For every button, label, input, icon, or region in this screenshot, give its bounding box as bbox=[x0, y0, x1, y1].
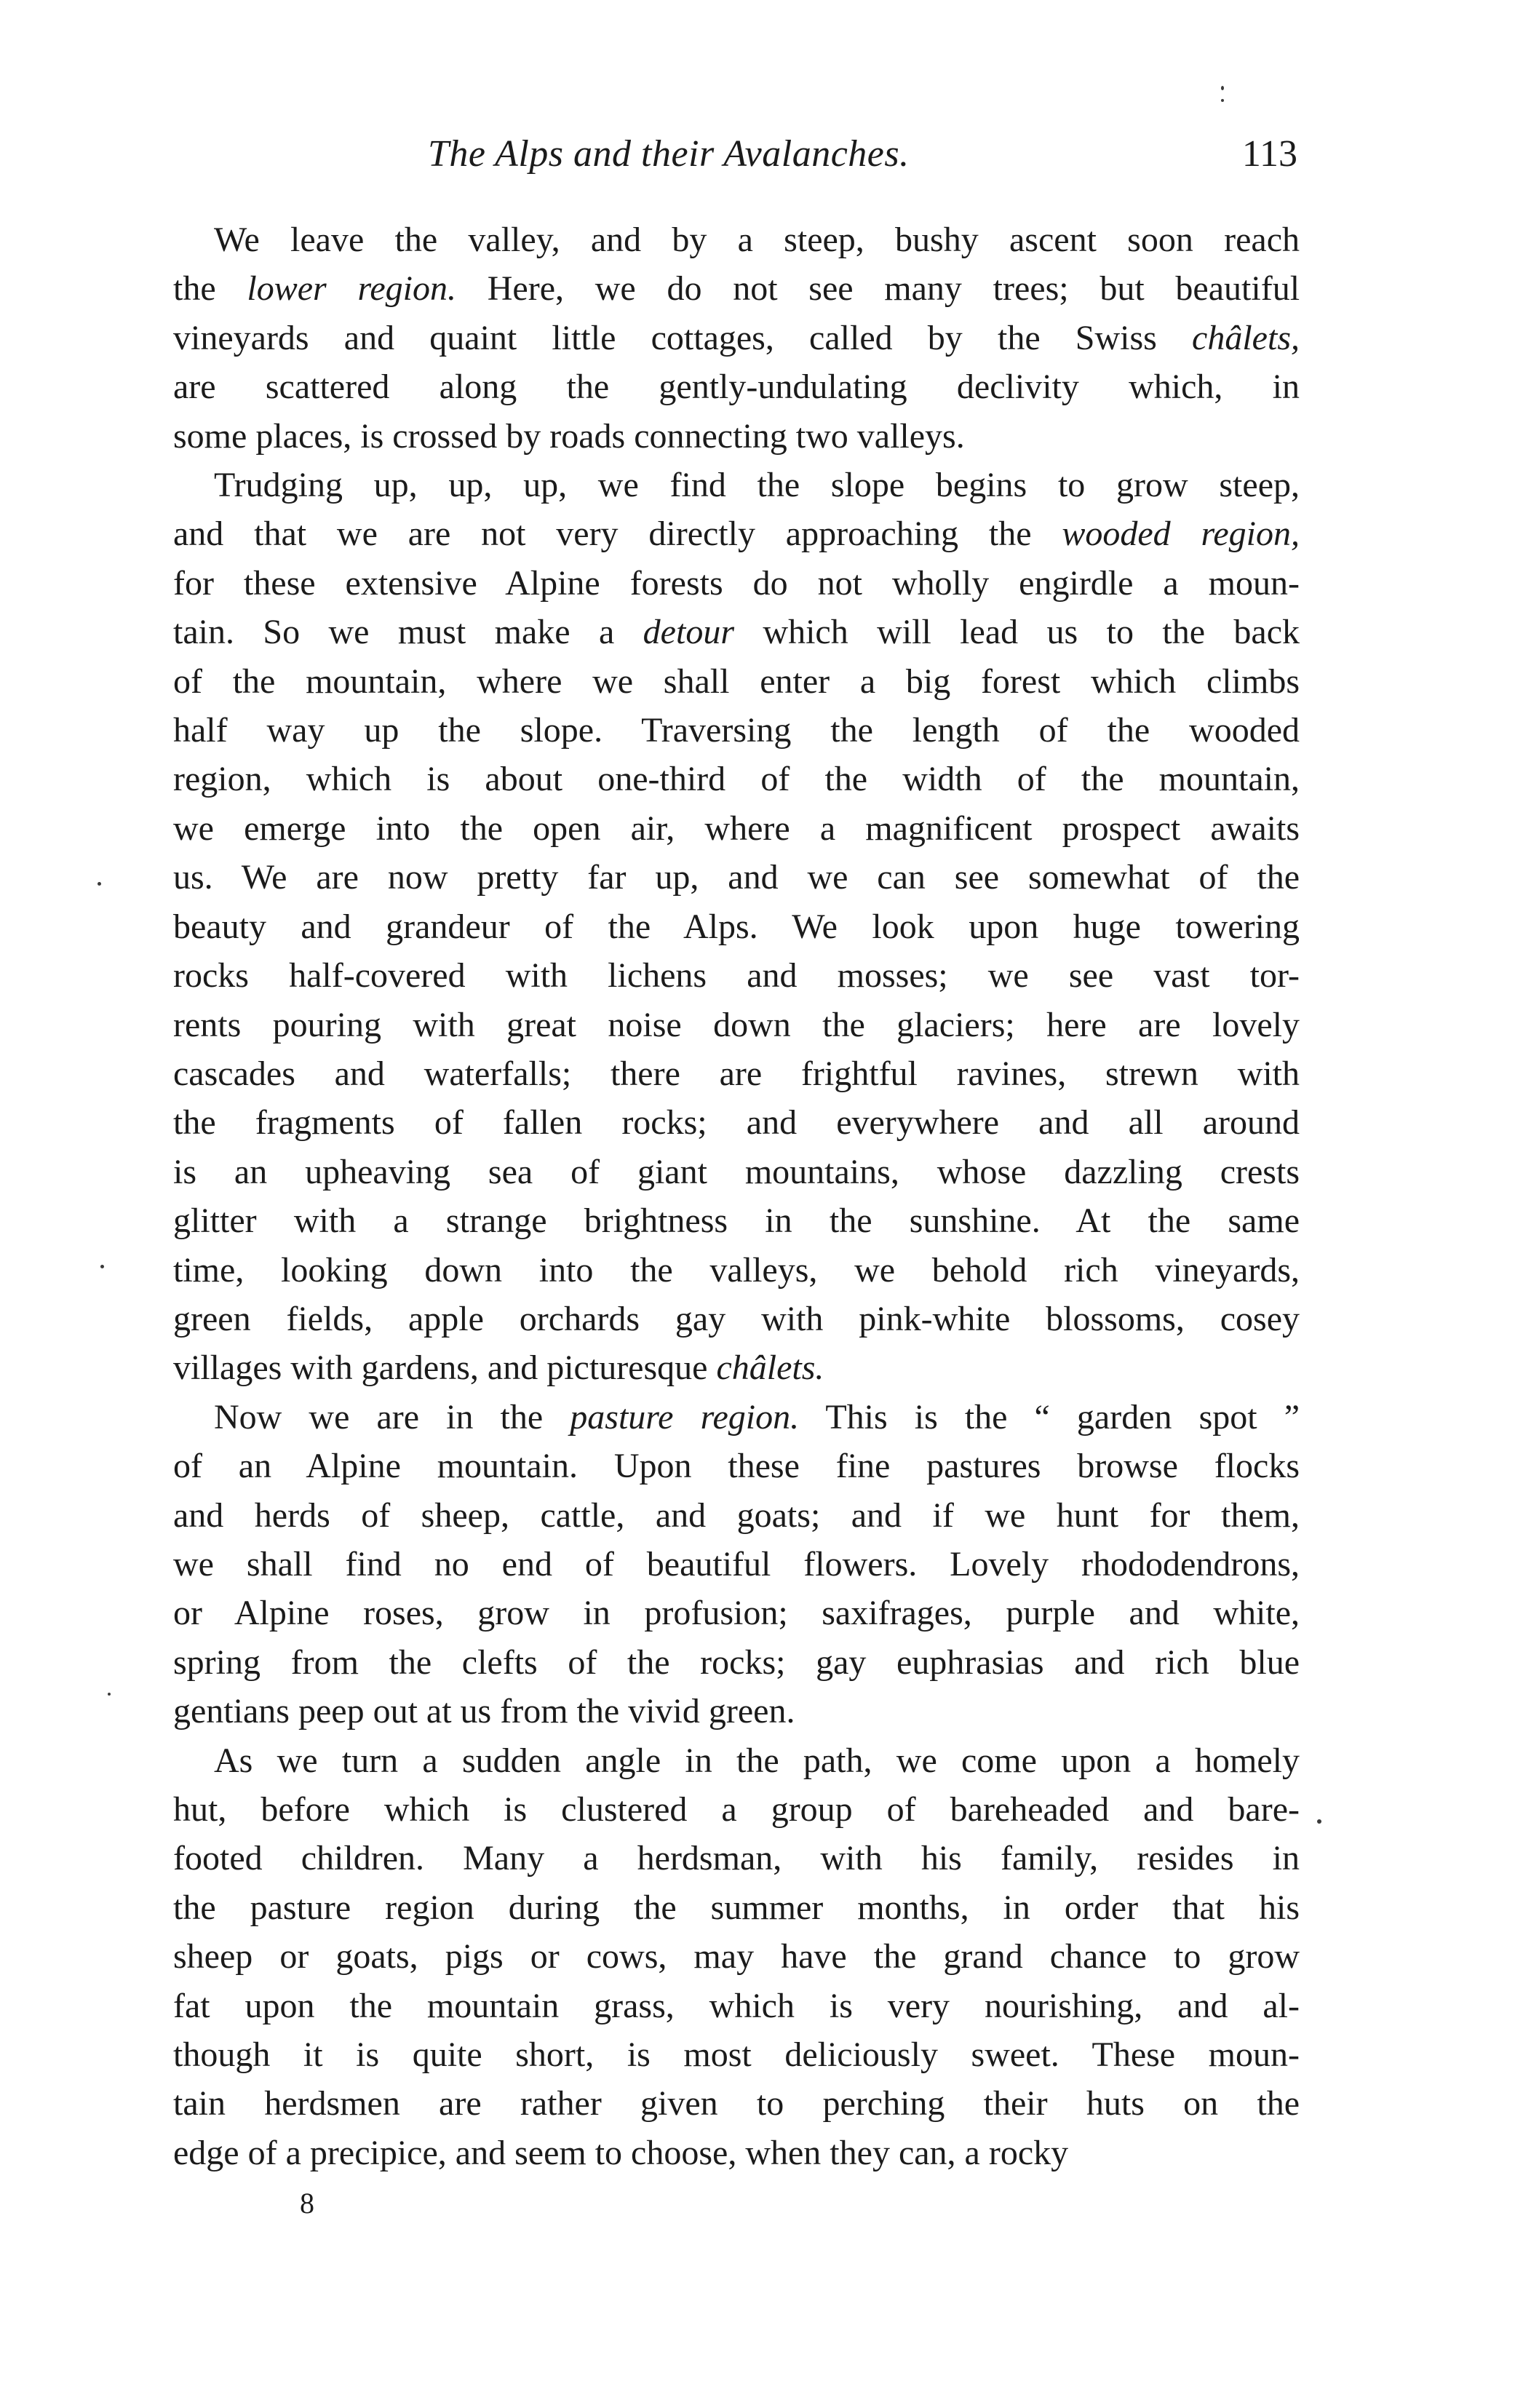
page-number: 113 bbox=[1241, 133, 1297, 175]
text-line: the lower region. Here, we do not see many trees; but beautiful bbox=[173, 269, 1300, 309]
page-header bbox=[428, 132, 1297, 191]
scan-speck bbox=[108, 1693, 111, 1696]
text-line: and that we are not very directly approaching the wooded region, bbox=[173, 514, 1300, 554]
scan-speck bbox=[1221, 86, 1224, 90]
text-line: spring from the clefts of the rocks; gay euphrasias and rich blue bbox=[173, 1642, 1300, 1682]
text-line: tain. So we must make a detour which will lead us to the back bbox=[173, 613, 1300, 652]
text-line: vineyards and quaint little cottages, called by the Swiss châlets, bbox=[173, 318, 1300, 357]
text-line: glitter with a strange brightness in the sunshine. At the same bbox=[173, 1201, 1300, 1241]
text-line: hut, before which is clustered a group of bareheaded and bare- bbox=[173, 1790, 1300, 1829]
text-line: Now we are in the pasture region. This is the “ garden spot ” bbox=[214, 1397, 1300, 1437]
text-line: we emerge into the open air, where a magnificent prospect awaits bbox=[173, 808, 1300, 848]
text-line: fat upon the mountain grass, which is very nourishing, and al- bbox=[173, 1986, 1300, 2025]
paragraph bbox=[173, 461, 1300, 1393]
text-line: We leave the valley, and by a steep, bushy ascent soon reach bbox=[214, 220, 1300, 259]
text-line: some places, is crossed by roads connecting two valleys. bbox=[173, 416, 965, 456]
text-line: the pasture region during the summer months, in order that his bbox=[173, 1888, 1300, 1927]
text-line: of the mountain, where we shall enter a big forest which climbs bbox=[173, 661, 1300, 701]
text-line: Trudging up, up, up, we find the slope begins to grow steep, bbox=[214, 466, 1300, 505]
text-line: cascades and waterfalls; there are frightful ravines, strewn with bbox=[173, 1054, 1300, 1093]
text-line: for these extensive Alpine forests do not wholly engirdle a moun- bbox=[173, 563, 1300, 603]
text-line: we shall find no end of beautiful flowers. Lovely rhododendrons, bbox=[173, 1544, 1300, 1584]
text-line: are scattered along the gently-undulating declivity which, in bbox=[173, 367, 1300, 407]
text-line: or Alpine roses, grow in profusion; saxifrages, purple and white, bbox=[173, 1594, 1300, 1633]
text-line: though it is quite short, is most deliciously sweet. These moun- bbox=[173, 2035, 1300, 2075]
text-line: and herds of sheep, cattle, and goats; and if we hunt for them, bbox=[173, 1495, 1300, 1535]
text-line: time, looking down into the valleys, we behold rich vineyards, bbox=[173, 1250, 1300, 1290]
text-line: us. We are now pretty far up, and we can see somewhat of the bbox=[173, 858, 1300, 897]
text-line: gentians peep out at us from the vivid green. bbox=[173, 1692, 795, 1731]
text-line: half way up the slope. Traversing the length of the wooded bbox=[173, 711, 1300, 750]
scan-speck bbox=[100, 1265, 104, 1268]
scan-speck bbox=[1317, 1819, 1321, 1824]
text-line: of an Alpine mountain. Upon these fine pastures browse flocks bbox=[173, 1447, 1300, 1486]
text-line: the fragments of fallen rocks; and everywhere and all around bbox=[173, 1103, 1300, 1143]
text-line: rocks half-covered with lichens and mosses; we see vast tor- bbox=[173, 956, 1300, 996]
scan-speck bbox=[1221, 99, 1224, 102]
body-text bbox=[173, 215, 1300, 2177]
text-line: edge of a precipice, and seem to choose, when they can, a rocky bbox=[173, 2133, 1069, 2172]
paragraph bbox=[173, 1393, 1300, 1736]
scan-speck bbox=[98, 882, 101, 886]
text-line: As we turn a sudden angle in the path, we come upon a homely bbox=[214, 1741, 1300, 1780]
signature-mark: 8 bbox=[300, 2187, 314, 2220]
text-line: tain herdsmen are rather given to perching their huts on the bbox=[173, 2084, 1300, 2123]
text-line: rents pouring with great noise down the glaciers; here are lovely bbox=[173, 1005, 1300, 1044]
paragraph bbox=[173, 215, 1300, 461]
paragraph bbox=[173, 1736, 1300, 2178]
text-line: region, which is about one-third of the width of the mountain, bbox=[173, 760, 1300, 799]
text-line: villages with gardens, and picturesque châlets. bbox=[173, 1348, 824, 1388]
text-line: footed children. Many a herdsman, with his family, resides in bbox=[173, 1839, 1300, 1878]
text-line: green fields, apple orchards gay with pink-white blossoms, cosey bbox=[173, 1299, 1300, 1338]
text-line: sheep or goats, pigs or cows, may have the grand chance to grow bbox=[173, 1937, 1300, 1976]
running-title: The Alps and their Avalanches. bbox=[428, 133, 910, 175]
text-line: beauty and grandeur of the Alps. We look upon huge towering bbox=[173, 907, 1300, 946]
text-line: is an upheaving sea of giant mountains, whose dazzling crests bbox=[173, 1152, 1300, 1191]
